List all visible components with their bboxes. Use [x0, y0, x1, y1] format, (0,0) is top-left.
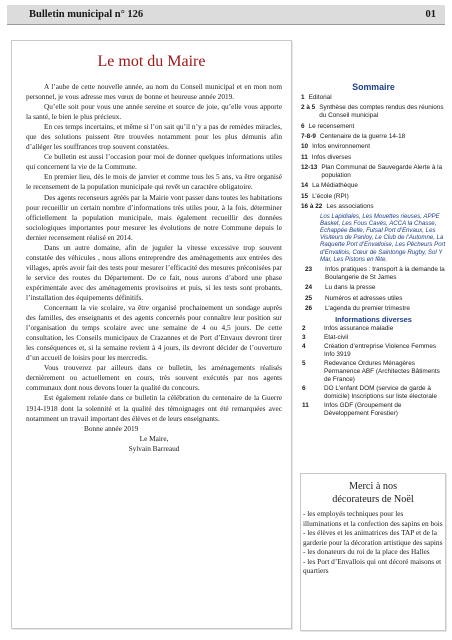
sommaire-panel [301, 82, 446, 419]
page-number: 01 [425, 9, 436, 20]
toc-label: Synthèse des comptes rendus des réunions du Conseil municipal [319, 104, 444, 120]
toc-label: Les associations [326, 203, 374, 211]
toc-item [301, 193, 446, 201]
toc-item [301, 164, 446, 180]
bulletin-header [7, 5, 445, 25]
info-page: 5 [302, 360, 306, 368]
info-page: 4 [302, 343, 306, 351]
toc-label: Plan Communal de Sauvegarde Alerte à la population [321, 164, 443, 179]
info-page: 2 [302, 325, 306, 333]
toc-page: 25 [305, 294, 313, 302]
editorial-paragraph: Dans un autre domaine, afin de juguler la vitesse excessive trop souvent constatée des véhicules , nous allons entreprendre des aménagements aux entrées des villages, après avoir fait des tests pour mesurer l’efficacité des mesures préconisées par le service des routes du Département. De ce fait, nous aurons d’abord une phase expérimentale avec des aménagements provisoires et puis, si les tests sont probants, l’installation des équipements définitifs. [26, 242, 282, 302]
bulletin-title: Bulletin municipal n° 126 [29, 9, 144, 20]
merci-title [300, 480, 446, 506]
toc-page: 12-13 [301, 164, 318, 172]
editorial-paragraph: Ce bulletin est aussi l’occasion pour moi de donner quelques informations utiles qui concernent la vie de la Commune. [26, 152, 282, 172]
info-item [301, 325, 446, 333]
toc-item [301, 154, 446, 162]
toc-item [301, 203, 446, 211]
editorial-paragraph: Vous trouverez par ailleurs dans ce bulletin, les aménagements réalisés dernièrement ou actuellement en cours, très souvent exécutés par nos agents communaux dont nous devons louer la qualité du concours. [26, 363, 282, 393]
info-label: DO L’enfant DOM (service de garde à domicile) Inscriptions sur liste électorale [324, 385, 437, 400]
toc-item [301, 266, 446, 282]
toc-label: Infos pratiques : transport à la demande la Boulangerie de St James [325, 265, 445, 281]
toc-page: 26 [305, 304, 313, 312]
toc-item [301, 182, 446, 190]
toc-label: Le recensement [308, 122, 355, 130]
signoff-role: Le Maire, [139, 433, 169, 443]
toc-page: 2 à 5 [301, 104, 316, 112]
merci-line: - les employés techniques pour les illuminations et la confection des sapins en bois [303, 509, 443, 528]
editorial-date: Bonne année 2019 [84, 423, 139, 433]
toc-label: La Médiathèque [312, 182, 358, 190]
merci-line: - les Port d’Envallois qui ont décoré maisons et quartiers [303, 556, 442, 575]
editorial-paragraph: A l’aube de cette nouvelle année, au nom du Conseil municipal et en mon nom personnel, je vous adresse mes vœux de bonne et heureuse année 2019. [26, 82, 282, 102]
toc-label: L’agenda du premier trimestre [325, 304, 410, 312]
toc-label: Editorial [308, 94, 332, 101]
info-item [301, 334, 446, 342]
toc-label: Numéros et adresses utiles [325, 294, 403, 302]
info-item [301, 385, 446, 401]
editorial-paragraph: Concernant la vie scolaire, va être organisé prochainement un sondage auprès des familles, des enseignants et des agents concernés pour connaître leur position sur l’organisation du temps scolaire avec une semaine de 4 ou 4,5 jours. De cette consultation, les Conseils municipaux de Crazannes et de Port d’Envaux devront tirer les conséquences et, si la semaine revient à 4 jours, ils devront décider de l’ouverture d’un accueil de loisirs pour les mercredis. [26, 303, 282, 363]
sommaire-title: Sommaire [352, 82, 395, 92]
toc-page: 23 [305, 265, 313, 273]
toc-page: 15 [301, 192, 309, 200]
editorial-paragraph: Est également relatée dans ce bulletin la célébration du centenaire de la Guerre 1914-1918 dont la solennité et la qualité des témoignages ont été remarquées avec notamment un travail important des élèves et de leurs enseignants. [26, 393, 282, 423]
toc-item [301, 94, 446, 102]
toc-page: 14 [301, 182, 309, 190]
toc-page: 11 [301, 153, 308, 161]
merci-title-line1: Merci à nos [348, 481, 398, 492]
editorial-paragraph: En ces temps incertains, et même si l’on sait qu’il n’y a pas de remèdes miracles, que des solutions puissent être trouvées notamment pour les plus démunis afin d’alléger les souffrances trop souvent constatées. [26, 122, 282, 152]
toc-page: 6 [301, 122, 305, 130]
editorial-paragraph: Qu’elle soit pour vous une année sereine et source de joie, qu’elle vous apporte la santé, le bien le plus précieux. [26, 102, 282, 122]
toc-page: 24 [305, 284, 313, 292]
editorial-paragraph: Des agents recenseurs agréés par la Mairie vont passer dans toutes les habitations pour recueillir un certain nombre d’informations très utiles pour, à la fois, déterminer officiellement la population municipale, mais également recueillir des données sociologiques importantes pour mesurer les évolutions de notre Commune depuis le dernier recensement réalisé en 2014. [26, 192, 282, 242]
toc-page: 1 [301, 94, 305, 101]
info-label: Infos assurance maladie [324, 325, 394, 333]
toc-label: Infos environnement [312, 143, 371, 151]
toc-label: Centenaire de la guerre 14-18 [319, 132, 406, 140]
toc-label: Lu dans la presse [325, 284, 376, 292]
editorial-paragraph: En premier lieu, dès le mois de janvier et comme tous les 5 ans, va être organisé le recensement de la population municipale qui revêt un caractère obligatoire. [26, 172, 282, 192]
signoff-name: Sylvain Barreaud [128, 443, 180, 453]
toc-page: 10 [301, 143, 309, 151]
associations-list: Los Lapidiales, Les Mouettes rieuses, APPE Basket, Les Fous Cavés, ACCA la Chasse, Echappée Belle, Futsal Port d’Envaux, Les Visiteurs de Panloy, Le Club de l’Automne, La Raquette Port d’Envalloise, Les Pêcheurs Port d’Envallois, Cœur de Saintonge Rugby, Sol Y Mar, Les Pistons en fête. [320, 212, 446, 263]
info-item [301, 360, 446, 383]
merci-list [303, 509, 443, 576]
toc-item [301, 295, 446, 303]
info-label: Création d’entreprise Violence Femmes Info 3919 [324, 343, 437, 359]
toc-label: L’école (RPI) [312, 192, 349, 200]
merci-line: - les élèves et les animatrices des TAP et de la garderie pour la décoration artistique des sapins [303, 528, 443, 547]
info-page: 11 [302, 401, 309, 409]
toc-page: 16 à 22 [301, 203, 323, 211]
toc-item [301, 104, 446, 120]
info-item [301, 343, 446, 359]
info-item [301, 402, 446, 418]
toc-item [301, 143, 446, 151]
info-page: 3 [302, 334, 306, 342]
editorial-title: Le mot du Maire [97, 53, 206, 70]
toc-item [301, 305, 446, 313]
editorial-body [26, 82, 282, 454]
info-label: Infos GDF (Groupement de Développement Forestier) [324, 401, 402, 417]
info-label: Redevance Ordures Ménagères Permanence ABF (Architectes Bâtiments de France) [324, 360, 440, 383]
toc-item [301, 284, 446, 292]
merci-title-line2: décorateurs de Noël [332, 494, 414, 505]
toc-page: 7-8-9 [301, 132, 316, 140]
info-label: Etat-civil [324, 334, 349, 342]
toc-item [301, 123, 446, 131]
toc-item [301, 133, 446, 141]
info-page: 6 [302, 385, 306, 393]
merci-line: - les donateurs du roi de la place des Halles [303, 547, 430, 556]
infos-diverses-title: Informations diverses [335, 315, 412, 325]
toc-label: Infos diverses [311, 153, 352, 161]
